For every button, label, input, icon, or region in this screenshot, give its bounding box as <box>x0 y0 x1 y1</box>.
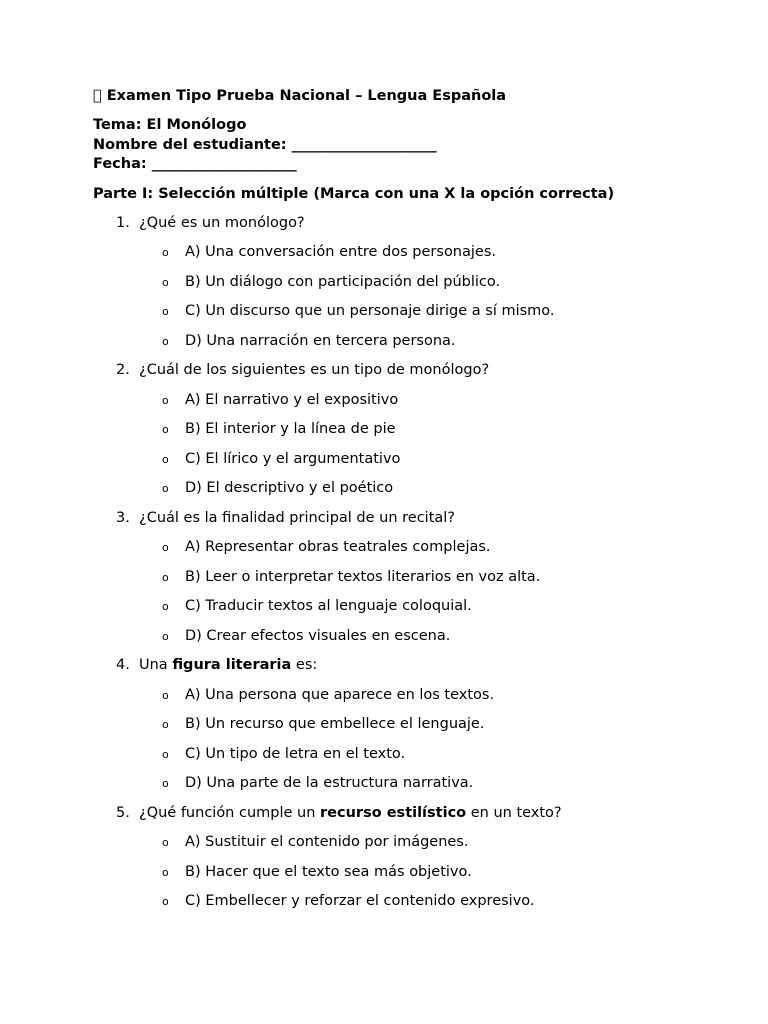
option-text: C) El lírico y el argumentativo <box>185 450 401 467</box>
question-number: 1. <box>116 214 130 231</box>
option-1a <box>93 243 733 261</box>
question-text-bold: recurso estilístico <box>320 804 467 821</box>
option-3c <box>93 597 733 615</box>
bullet-icon: o <box>162 393 169 407</box>
bullet-icon: o <box>162 305 169 318</box>
option-text: C) Un tipo de letra en el texto. <box>185 745 406 762</box>
option-text: C) Embellecer y reforzar el contenido expresivo. <box>185 893 535 909</box>
option-2b <box>93 420 733 438</box>
bullet-icon: o <box>162 836 169 849</box>
option-5c <box>93 892 733 910</box>
option-1d <box>93 332 733 350</box>
question-text-pre: ¿Qué función cumple un <box>139 804 321 821</box>
option-5a <box>93 833 733 851</box>
question-5 <box>93 804 733 822</box>
question-2 <box>93 361 733 379</box>
option-1b <box>93 273 733 291</box>
option-4b <box>93 715 733 733</box>
question-number: 3. <box>116 509 130 526</box>
bullet-icon: o <box>162 865 169 879</box>
option-text: A) El narrativo y el expositivo <box>185 391 399 408</box>
bullet-icon: o <box>162 895 169 908</box>
option-text: D) El descriptivo y el poético <box>185 480 394 496</box>
question-4 <box>93 656 733 674</box>
option-3b <box>93 568 733 586</box>
option-text: D) Una narración en tercera persona. <box>185 332 456 349</box>
bullet-icon: o <box>162 629 169 643</box>
student-name-line: Nombre del estudiante: ____________________ <box>93 136 437 153</box>
option-1c <box>93 302 733 320</box>
option-text: A) Una persona que aparece en los textos. <box>185 686 495 703</box>
option-2c <box>93 450 733 468</box>
option-text: B) Hacer que el texto sea más objetivo. <box>185 863 472 880</box>
option-3d <box>93 627 733 645</box>
option-2a <box>93 391 733 409</box>
question-number: 2. <box>116 362 130 378</box>
bullet-icon: o <box>162 747 169 761</box>
question-text: ¿Cuál de los siguientes es un tipo de monólogo? <box>139 362 490 378</box>
part-1-heading: Parte I: Selección múltiple (Marca con una X la opción correcta) <box>93 185 615 202</box>
question-3 <box>93 509 733 527</box>
option-text: D) Crear efectos visuales en escena. <box>185 627 451 644</box>
question-number: 5. <box>116 804 130 821</box>
bullet-icon: o <box>162 334 169 348</box>
question-number: 4. <box>116 657 130 673</box>
option-text: C) Traducir textos al lenguaje coloquial. <box>185 598 472 614</box>
bullet-icon: o <box>162 777 169 790</box>
bullet-icon: o <box>162 688 169 702</box>
question-text-pre: Una <box>139 657 173 673</box>
bullet-icon: o <box>162 482 169 495</box>
bullet-icon: o <box>162 452 169 466</box>
option-text: B) Un diálogo con participación del público. <box>185 273 501 290</box>
question-text-post: en un texto? <box>466 804 562 821</box>
exam-title: Examen Tipo Prueba Nacional – Lengua Española <box>93 88 493 104</box>
bullet-icon: o <box>162 423 169 436</box>
option-text: A) Una conversación entre dos personajes. <box>185 244 496 260</box>
bullet-icon: o <box>162 718 169 731</box>
option-4a <box>93 686 733 704</box>
bullet-icon: o <box>162 541 169 554</box>
date-line: Fecha: ____________________ <box>93 156 297 172</box>
option-4c <box>93 745 733 763</box>
bullet-icon: o <box>162 275 169 289</box>
question-text: ¿Cuál es la finalidad principal de un recital? <box>139 509 456 526</box>
exam-meta <box>93 116 733 175</box>
question-text-bold: figura literaria <box>172 657 292 673</box>
question-text-post: es: <box>291 657 318 673</box>
option-text: B) Leer o interpretar textos literarios en voz alta. <box>185 568 541 585</box>
option-2d <box>93 479 733 497</box>
option-5b <box>93 863 733 881</box>
topic-line: Tema: El Monólogo <box>93 117 247 133</box>
exam-document <box>93 87 733 922</box>
bullet-icon: o <box>162 246 169 259</box>
option-text: B) El interior y la línea de pie <box>185 421 396 437</box>
option-text: C) Un discurso que un personaje dirige a sí mismo. <box>185 303 555 319</box>
option-text: A) Sustituir el contenido por imágenes. <box>185 834 469 850</box>
question-text: ¿Qué es un monólogo? <box>139 214 305 231</box>
option-text: B) Un recurso que embellece el lenguaje. <box>185 716 485 732</box>
bullet-icon: o <box>162 600 169 613</box>
option-text: D) Una parte de la estructura narrativa. <box>185 775 474 791</box>
option-3a <box>93 538 733 556</box>
option-text: A) Representar obras teatrales complejas. <box>185 539 491 555</box>
option-4d <box>93 774 733 792</box>
bullet-icon: o <box>162 570 169 584</box>
question-1 <box>93 214 733 232</box>
